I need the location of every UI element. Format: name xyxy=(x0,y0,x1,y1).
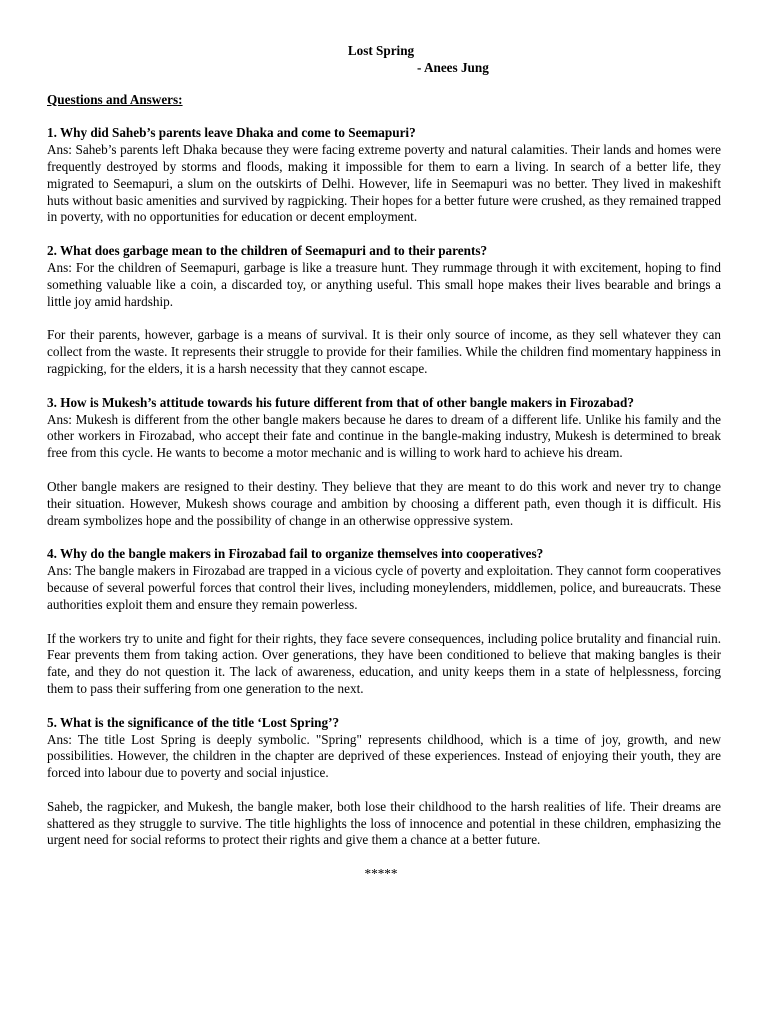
answer-paragraph: Ans: The bangle makers in Firozabad are trapped in a vicious cycle of poverty and exploitation. They cannot form cooperatives because of several powerful forces that control their lives, including moneylenders, middlemen, police, and bureaucrats. These authorities exploit them and ensure they remain powerless. xyxy=(47,563,721,612)
end-mark: ***** xyxy=(364,866,398,882)
document-title: Lost Spring xyxy=(347,43,415,58)
answer-paragraph: Other bangle makers are resigned to their destiny. They believe that they are meant to do this work and never try to change their situation. However, Mukesh shows courage and ambition by choosing a different path, even though it is difficult. His dream symbolizes hope and the possibility of change in an otherwise oppressive system. xyxy=(47,478,721,528)
question: 1. Why did Saheb’s parents leave Dhaka and come to Seemapuri? xyxy=(47,125,416,141)
qa-block-2 xyxy=(47,243,721,378)
question: 3. How is Mukesh’s attitude towards his future different from that of other bangle makers in Firozabad? xyxy=(47,394,634,410)
answer-paragraph: Ans: Mukesh is different from the other bangle makers because he dares to dream of a different life. Unlike his family and the other workers in Firozabad, who accept their fate and continue in the bangle-making industry, Mukesh is determined to break free from this cycle. He wants to become a motor mechanic and is willing to work hard to achieve his dream. xyxy=(47,411,721,461)
answer-paragraph: For their parents, however, garbage is a means of survival. It is their only source of income, as they sell whatever they can collect from the waste. It represents their struggle to provide for their families. While the children find momentary happiness in ragpicking, for the elders, it is a harsh necessity that they cannot escape. xyxy=(47,327,721,376)
question: 4. Why do the bangle makers in Firozabad fail to organize themselves into cooperatives? xyxy=(47,546,544,562)
answer-paragraph: Saheb, the ragpicker, and Mukesh, the bangle maker, both lose their childhood to the harsh realities of life. Their dreams are shattered as they struggle to survive. The title highlights the loss of innocence and potential in these children, emphasizing the urgent need for social reforms to protect their rights and give them a chance at a better future. xyxy=(47,798,721,848)
answer-paragraph: Ans: The title Lost Spring is deeply symbolic. "Spring" represents childhood, which is a time of joy, growth, and new possibilities. However, the children in the chapter are deprived of these experiences. Instead of enjoying their youth, they are forced into labour due to poverty and social injustice. xyxy=(47,731,721,781)
answer-paragraph: Ans: For the children of Seemapuri, garbage is like a treasure hunt. They rummage through it with excitement, hoping to find something valuable like a coin, a discarded toy, or anything useful. This small hope makes their lives bearable and brings a little joy amid hardship. xyxy=(47,259,721,309)
question: 2. What does garbage mean to the children of Seemapuri and to their parents? xyxy=(47,243,488,259)
section-heading: Questions and Answers: xyxy=(47,91,183,107)
answer-paragraph: Ans: Saheb’s parents left Dhaka because they were facing extreme poverty and natural calamities. Their lands and homes were frequently destroyed by storms and floods, making it impossible for them to earn a living. In search of a better life, they migrated to Seemapuri, a slum on the outskirts of Delhi. However, life in Seemapuri was no better. They lived in makeshift huts without basic amenities and survived by ragpicking. Their hopes for a better future were crushed, as they remained trapped in poverty, with no opportunities for education or decent employment. xyxy=(47,142,721,225)
document-author: - Anees Jung xyxy=(417,59,489,75)
answer-paragraph: If the workers try to unite and fight for their rights, they face severe consequences, including police brutality and financial ruin. Fear prevents them from taking action. Over generations, they have been conditioned to believe that making bangles is their fate, and they do not question it. The lack of awareness, education, and unity keeps them in a state of helplessness, forcing them to pass their suffering from one generation to the next. xyxy=(47,630,721,696)
qa-block-4 xyxy=(47,546,721,697)
question: 5. What is the significance of the title ‘Lost Spring’? xyxy=(47,714,340,730)
qa-block-3 xyxy=(47,395,721,530)
qa-block-5 xyxy=(47,715,721,850)
qa-block-1 xyxy=(47,125,721,226)
